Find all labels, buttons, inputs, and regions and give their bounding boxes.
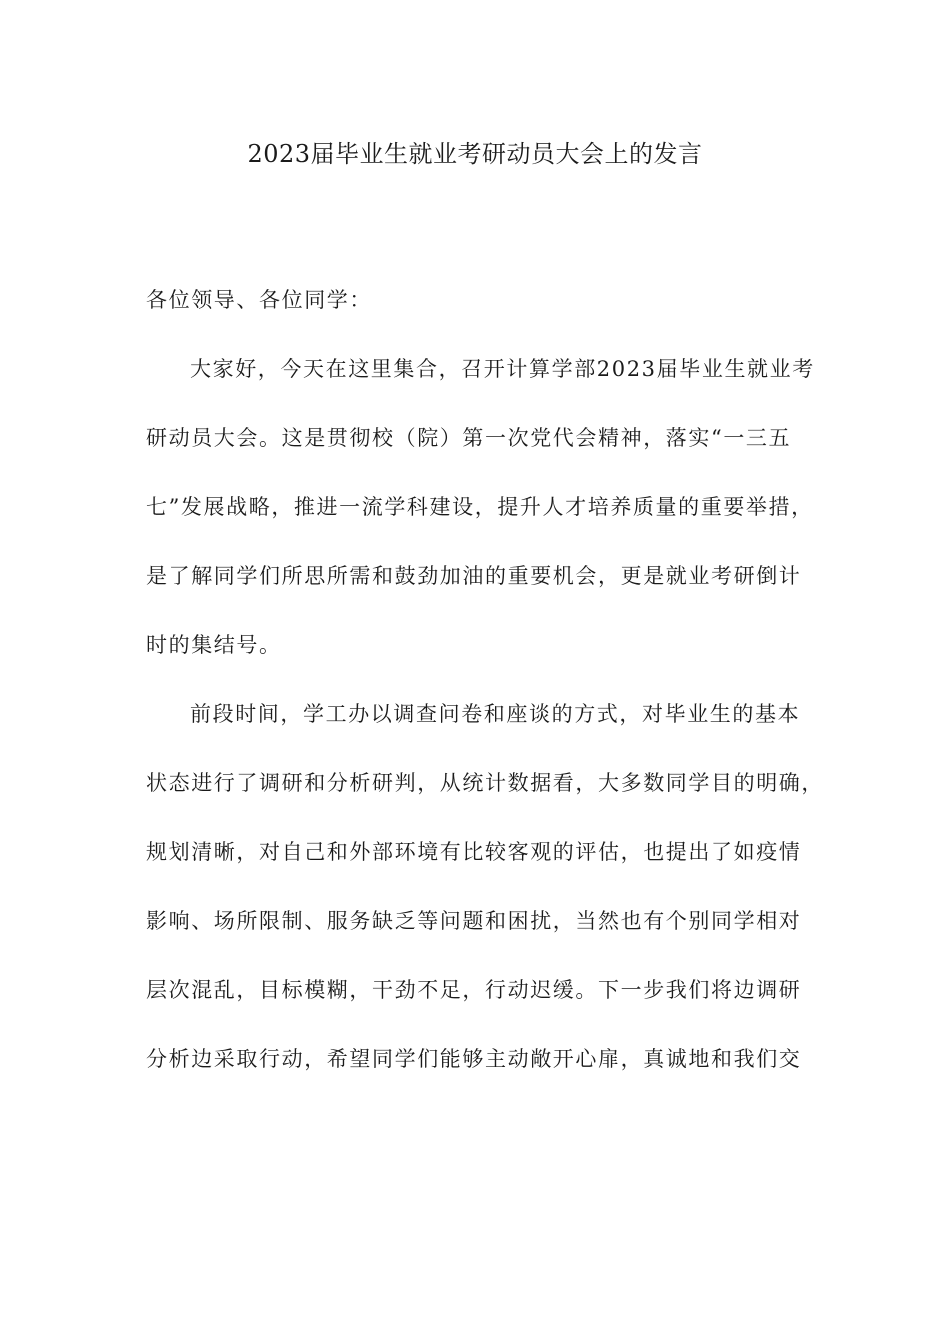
document-title: 2023届毕业生就业考研动员大会上的发言 <box>247 140 703 168</box>
paragraph-line: 是了解同学们所思所需和鼓劲加油的重要机会，更是就业考研倒计 <box>146 564 802 588</box>
paragraph-line: 层次混乱，目标模糊，干劲不足，行动迟缓。下一步我们将边调研 <box>146 978 802 1002</box>
paragraph-line: 规划清晰，对自己和外部环境有比较客观的评估，也提出了如疫情 <box>146 840 802 864</box>
paragraph-line: 影响、场所限制、服务缺乏等问题和困扰，当然也有个别同学相对 <box>146 909 802 933</box>
paragraph-line: 七”发展战略，推进一流学科建设，提升人才培养质量的重要举措， <box>146 495 814 519</box>
salutation: 各位领导、各位同学： <box>146 288 372 312</box>
paragraph <box>146 347 815 668</box>
paragraph-line: 大家好，今天在这里集合，召开计算学部2023届毕业生就业考 <box>190 357 815 381</box>
paragraph-line: 研动员大会。这是贯彻校（院）第一次党代会精神，落实“一三五 <box>146 426 792 450</box>
paragraph-line: 状态进行了调研和分析研判，从统计数据看，大多数同学目的明确， <box>146 771 824 795</box>
paragraph-line: 前段时间，学工办以调查问卷和座谈的方式，对毕业生的基本 <box>190 702 801 726</box>
paragraph-line: 分析边采取行动，希望同学们能够主动敞开心扉，真诚地和我们交 <box>146 1047 802 1071</box>
paragraph-line: 时的集结号。 <box>146 633 282 657</box>
paragraph <box>146 692 824 1082</box>
document-body <box>146 278 824 1106</box>
